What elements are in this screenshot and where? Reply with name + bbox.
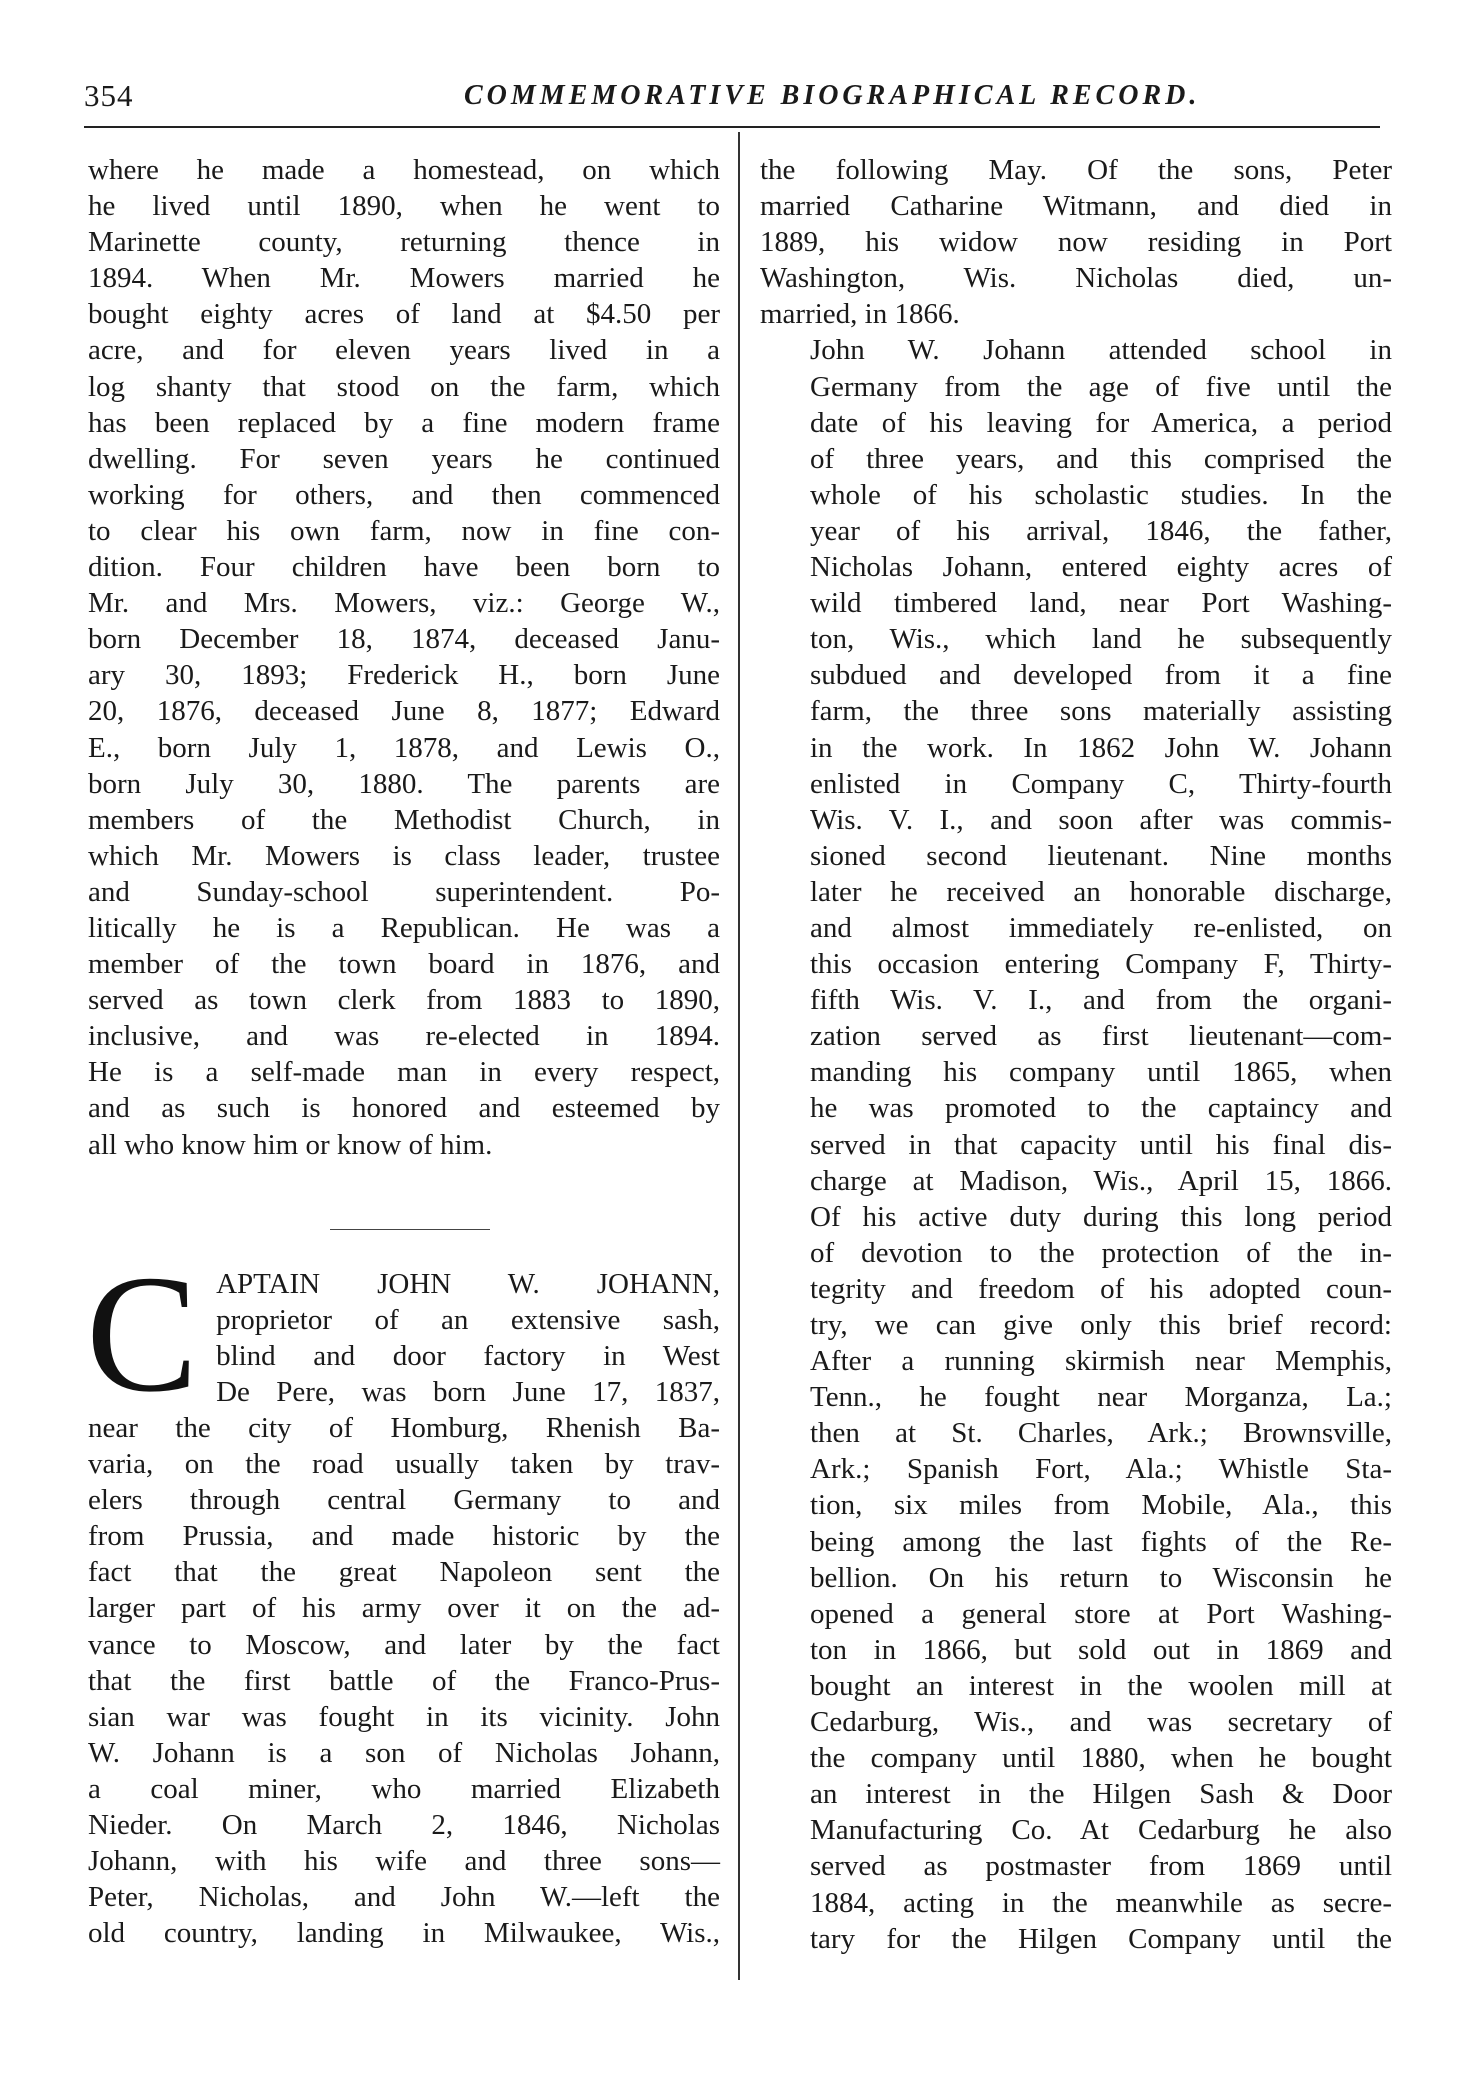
text-line: tary for the Hilgen Company until the [810,1922,1392,1955]
text-line: Washington, Wis. Nicholas died, un- [760,262,1392,295]
text-line: Ark.; Spanish Fort, Ala.; Whistle Sta- [810,1453,1392,1486]
text-line: manding his company until 1865, when [810,1056,1392,1089]
text-line: to clear his own farm, now in fine con- [88,514,720,547]
sons-paragraph [760,152,1392,332]
text-line: all who know him or know of him. [88,1128,493,1161]
text-line: litically he is a Republican. He was a [88,911,720,944]
running-title: COMMEMORATIVE BIOGRAPHICAL RECORD. [464,80,1201,111]
text-line: that the first battle of the Franco-Prus- [88,1664,720,1697]
text-line: Wis. V. I., and soon after was commis- [810,803,1392,836]
text-line: of three years, and this comprised the [810,442,1392,475]
text-line: married, in 1866. [760,298,960,331]
text-line: Tenn., he fought near Morganza, La.; [810,1381,1392,1414]
text-line: W. Johann is a son of Nicholas Johann, [88,1736,720,1769]
text-line: whole of his scholastic studies. In the [810,478,1392,511]
text-line: the following May. Of the sons, Peter [760,154,1392,186]
text-line: served as town clerk from 1883 to 1890, [88,984,720,1017]
section-divider [330,1229,490,1230]
drop-cap: C [86,1240,199,1427]
right-column [760,152,1392,1957]
text-line: and almost immediately re-enlisted, on [810,911,1392,944]
text-line: De Pere, was born June 17, 1837, [216,1375,720,1408]
text-line: Germany from the age of five until the [810,370,1392,403]
text-line: 1884, acting in the meanwhile as secre- [810,1886,1392,1919]
text-line: an interest in the Hilgen Sash & Door [810,1778,1392,1811]
text-line: subdued and developed from it a fine [810,659,1392,692]
text-line: Cedarburg, Wis., and was secretary of [810,1706,1392,1739]
text-line: log shanty that stood on the farm, which [88,370,720,403]
text-line: 1889, his widow now residing in Port [760,226,1392,259]
text-line: where he made a homestead, on which [88,154,720,186]
text-line: born July 30, 1880. The parents are [88,767,720,800]
text-line: married Catharine Witmann, and died in [760,190,1392,223]
text-line: blind and door factory in West [216,1339,720,1372]
text-line: tion, six miles from Mobile, Ala., this [810,1489,1392,1522]
text-line: year of his arrival, 1846, the father, [810,514,1392,547]
text-line: old country, landing in Milwaukee, Wis., [88,1917,720,1950]
text-line: sioned second lieutenant. Nine months [810,839,1392,872]
text-line: date of his leaving for America, a period [810,406,1392,439]
text-line: being among the last fights of the Re- [810,1525,1392,1558]
text-line: Nicholas Johann, entered eighty acres of [810,551,1392,584]
biography-heading-line: APTAIN JOHN W. JOHANN, [216,1267,720,1300]
text-line: and as such is honored and esteemed by [88,1092,720,1125]
text-line: He is a self-made man in every respect, [88,1056,720,1089]
text-line: ary 30, 1893; Frederick H., born June [88,659,720,692]
text-line: and Sunday-school superintendent. Po- [88,875,720,908]
text-line: zation served as first lieutenant—com- [810,1020,1392,1053]
text-line: in the work. In 1862 John W. Johann [810,731,1392,764]
text-line: vance to Moscow, and later by the fact [88,1628,720,1661]
text-line: ton, Wis., which land he subsequently [810,623,1392,656]
text-line: enlisted in Company C, Thirty-fourth [810,767,1392,800]
text-line: tegrity and freedom of his adopted coun- [810,1272,1392,1305]
text-line: Johann, with his wife and three sons— [88,1845,720,1878]
text-line: from Prussia, and made historic by the [88,1520,720,1553]
text-line: Of his active duty during this long period [810,1200,1392,1233]
text-line: acre, and for eleven years lived in a [88,334,720,367]
text-line: fifth Wis. V. I., and from the organi- [810,984,1392,1017]
text-line: Mr. and Mrs. Mowers, viz.: George W., [88,587,720,620]
text-line: he was promoted to the captaincy and [810,1092,1392,1125]
mowers-paragraph [88,152,720,1163]
text-line: this occasion entering Company F, Thirty- [810,948,1392,981]
text-line: bought an interest in the woolen mill at [810,1669,1392,1702]
text-line: a coal miner, who married Elizabeth [88,1772,720,1805]
text-line: has been replaced by a fine modern frame [88,406,720,439]
text-line: bought eighty acres of land at $4.50 per [88,298,720,331]
johann-biography-opening [86,1240,720,1952]
page-number: 354 [84,78,134,113]
text-line: which Mr. Mowers is class leader, trustee [88,839,720,872]
text-line: ton in 1866, but sold out in 1869 and [810,1633,1392,1666]
text-line: the company until 1880, when he bought [810,1742,1392,1775]
text-line: sian war was fought in its vicinity. John [88,1700,720,1733]
text-line: then at St. Charles, Ark.; Brownsville, [810,1417,1392,1450]
text-line: opened a general store at Port Washing- [810,1597,1392,1630]
text-line: Nieder. On March 2, 1846, Nicholas [88,1809,720,1842]
text-line: Peter, Nicholas, and John W.—left the [88,1881,720,1914]
text-line: later he received an honorable discharge, [810,875,1392,908]
text-line: near the city of Homburg, Rhenish Ba- [88,1412,720,1444]
text-line: dition. Four children have been born to [88,551,720,584]
text-line: farm, the three sons materially assisting [810,695,1392,728]
text-line: inclusive, and was re-elected in 1894. [88,1020,720,1053]
career-paragraph [760,332,1392,1956]
text-line: he lived until 1890, when he went to [88,190,720,223]
text-line: proprietor of an extensive sash, [216,1303,720,1336]
header-rule [84,126,1380,128]
text-line: try, we can give only this brief record: [810,1309,1392,1341]
text-line: of devotion to the protection of the in- [810,1236,1392,1269]
text-line: served as postmaster from 1869 until [810,1850,1392,1883]
text-line: E., born July 1, 1878, and Lewis O., [88,731,720,764]
page-header [84,76,1380,120]
text-line: 20, 1876, deceased June 8, 1877; Edward [88,695,720,728]
text-line: wild timbered land, near Port Washing- [810,587,1392,620]
column-divider [738,132,740,1980]
text-line: born December 18, 1874, deceased Janu- [88,623,720,656]
text-line: 1894. When Mr. Mowers married he [88,262,720,295]
text-line: varia, on the road usually taken by trav- [88,1448,720,1481]
text-line: Manufacturing Co. At Cedarburg he also [810,1814,1392,1847]
text-line: charge at Madison, Wis., April 15, 1866. [810,1164,1392,1197]
text-line: elers through central Germany to and [88,1484,720,1517]
text-line: larger part of his army over it on the ad- [88,1592,720,1625]
text-line: fact that the great Napoleon sent the [88,1556,720,1589]
left-column [88,152,720,1951]
text-line: bellion. On his return to Wisconsin he [810,1561,1392,1594]
text-line: members of the Methodist Church, in [88,803,720,836]
text-line: John W. Johann attended school in [810,334,1392,367]
text-line: After a running skirmish near Memphis, [810,1345,1392,1378]
text-line: served in that capacity until his final dis- [810,1128,1392,1161]
text-line: dwelling. For seven years he continued [88,442,720,475]
text-line: Marinette county, returning thence in [88,226,720,259]
text-line: working for others, and then commenced [88,478,720,511]
text-line: member of the town board in 1876, and [88,948,720,981]
